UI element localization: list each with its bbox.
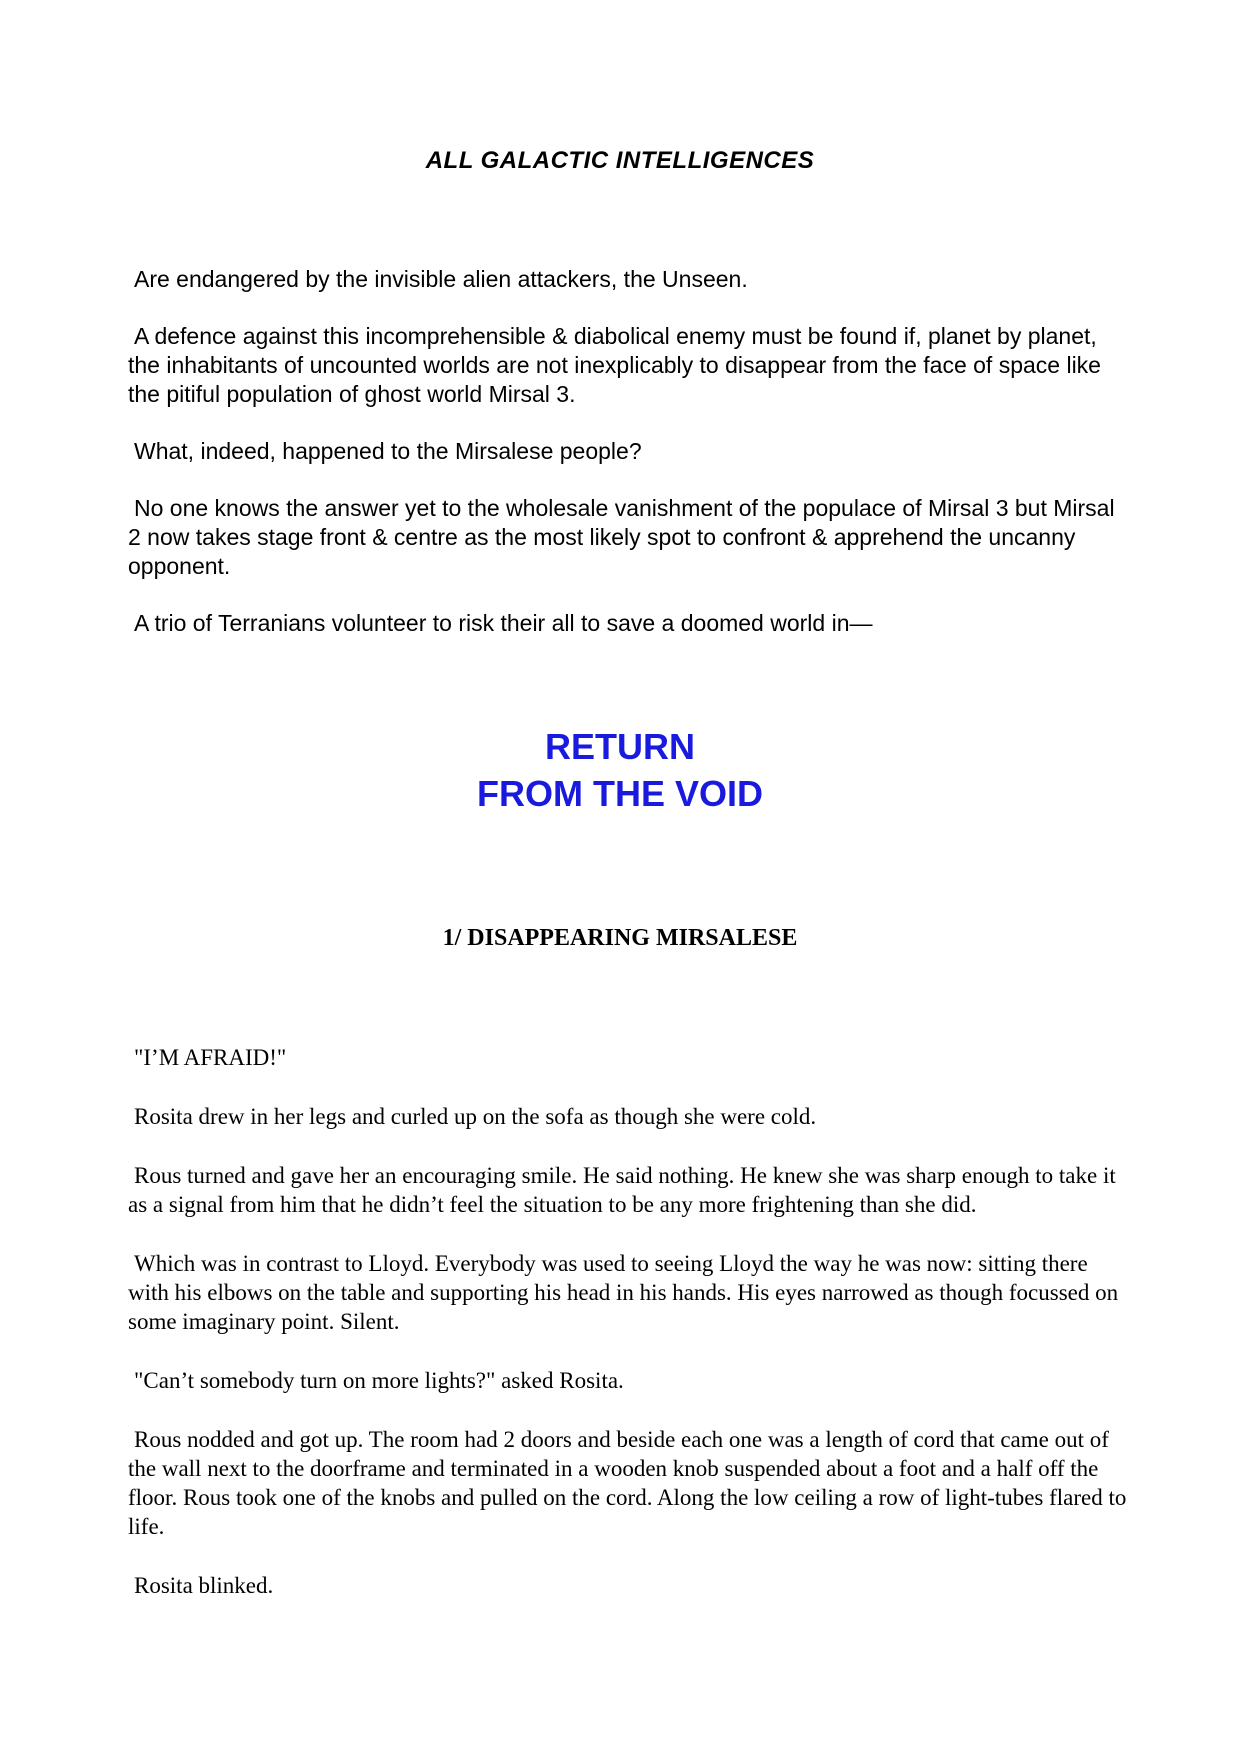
book-title-line: RETURN: [545, 726, 695, 767]
story-text: [128, 1043, 1128, 1630]
book-title-line: FROM THE VOID: [477, 773, 763, 814]
intro-paragraph: What, indeed, happened to the Mirsalese people?: [134, 438, 642, 464]
story-paragraph: "I’M AFRAID!": [134, 1045, 287, 1070]
story-paragraph: "Can’t somebody turn on more lights?" asked Rosita.: [134, 1368, 624, 1393]
story-paragraph: Rosita blinked.: [134, 1573, 274, 1598]
chapter-heading: 1/ DISAPPEARING MIRSALESE: [442, 925, 798, 951]
intro-paragraph: Are endangered by the invisible alien attackers, the Unseen.: [134, 266, 748, 292]
story-paragraph: Which was in contrast to Lloyd. Everybody was used to seeing Lloyd the way he was now: sitting there with his elbows on the table and supporting his head in his hands. His eyes narrowed as though focussed on some imaginary point. Silent.: [128, 1251, 1119, 1334]
section-header: ALL GALACTIC INTELLIGENCES: [425, 147, 815, 174]
story-paragraph: Rous turned and gave her an encouraging smile. He said nothing. He knew she was sharp enough to take it as a signal from him that he didn’t feel the situation to be any more frightening than she did.: [128, 1163, 1116, 1217]
book-title: [0, 723, 1240, 817]
story-paragraph: Rous nodded and got up. The room had 2 doors and beside each one was a length of cord that came out of the wall next to the doorframe and terminated in a wooden knob suspended about a foot and a half off the floor. Rous took one of the knobs and pulled on the cord. Along the low ceiling a row of light-tubes flared to life.: [128, 1427, 1127, 1539]
intro-paragraph: A defence against this incomprehensible & diabolical enemy must be found if, planet by planet, the inhabitants of uncounted worlds are not inexplicably to disappear from the face of space like the pitiful population of ghost world Mirsal 3.: [128, 323, 1101, 407]
intro-text: [128, 265, 1128, 666]
story-paragraph: Rosita drew in her legs and curled up on the sofa as though she were cold.: [134, 1104, 817, 1129]
intro-paragraph: A trio of Terranians volunteer to risk their all to save a doomed world in—: [134, 610, 873, 636]
intro-paragraph: No one knows the answer yet to the wholesale vanishment of the populace of Mirsal 3 but Mirsal 2 now takes stage front & centre as the most likely spot to confront & apprehend the uncanny opponent.: [128, 495, 1115, 579]
